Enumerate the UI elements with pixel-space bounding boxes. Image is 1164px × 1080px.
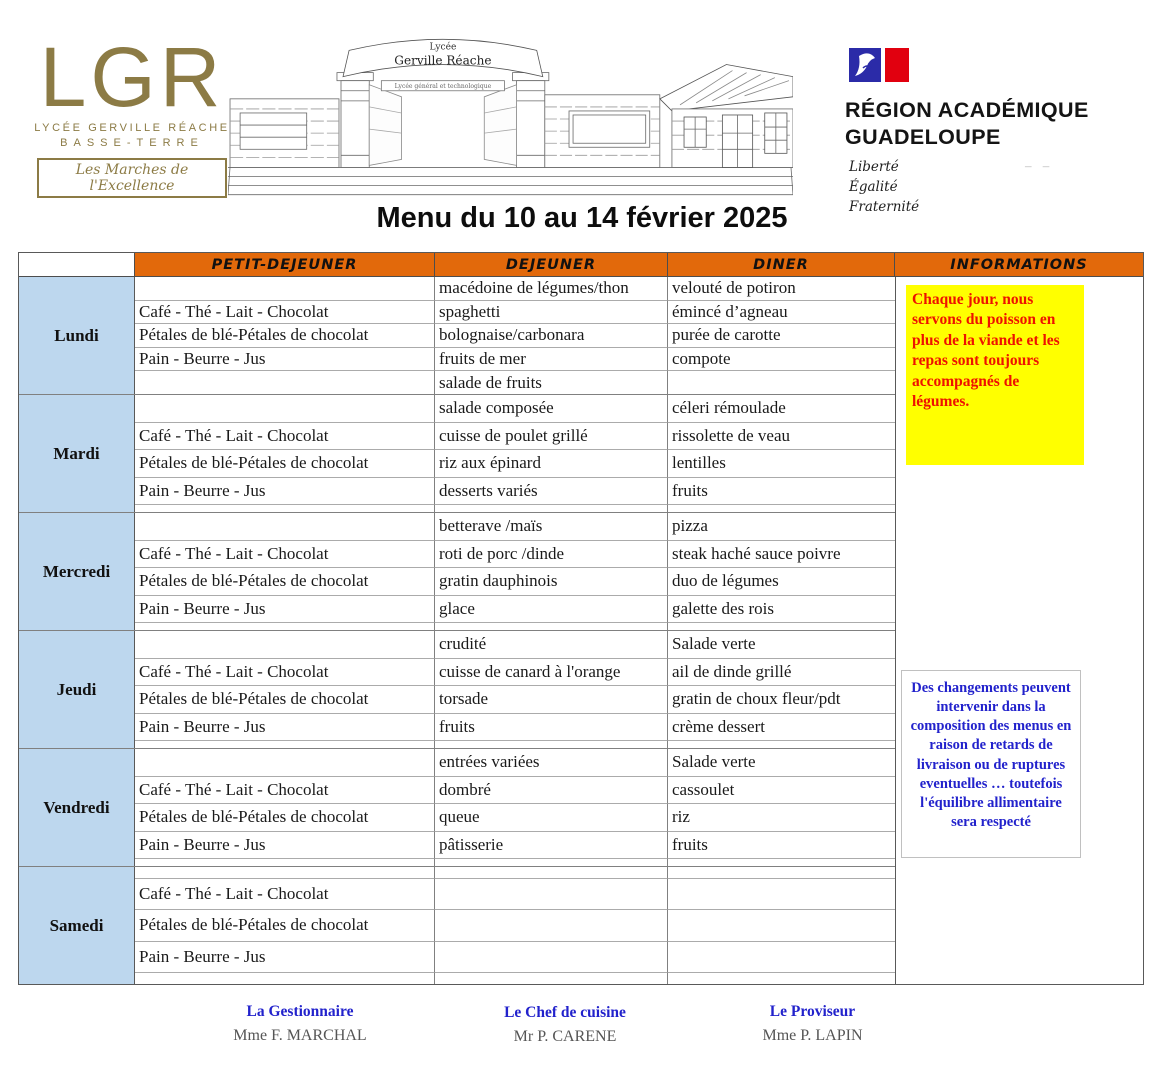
menu-cell-petit_dejeuner: Pain - Beurre - Jus bbox=[135, 478, 435, 506]
day-block-lundi bbox=[19, 277, 895, 395]
menu-cell-dejeuner: gratin dauphinois bbox=[435, 568, 668, 596]
menu-cell-dejeuner bbox=[435, 879, 668, 911]
region-academique-logo bbox=[845, 46, 1089, 218]
signature-chef bbox=[450, 1004, 680, 1046]
signature-gestionnaire bbox=[180, 1003, 420, 1045]
menu-cell-dejeuner: queue bbox=[435, 804, 668, 832]
lgr-logo bbox=[32, 30, 232, 198]
menu-cell-dejeuner: riz aux épinard bbox=[435, 450, 668, 478]
daily-note-box: Chaque jour, nous servons du poisson en plus de la viande et les repas sont toujours accompagnés de légumes. bbox=[906, 285, 1084, 465]
menu-cell-diner: fruits bbox=[668, 478, 895, 506]
faint-marks: – – bbox=[1025, 158, 1054, 173]
menu-cell-diner: Salade verte bbox=[668, 631, 895, 659]
day-block-mercredi bbox=[19, 513, 895, 631]
menu-cell-petit_dejeuner: Café - Thé - Lait - Chocolat bbox=[135, 423, 435, 451]
menu-cell-diner bbox=[668, 623, 895, 630]
menu-cell-dejeuner: cuisse de poulet grillé bbox=[435, 423, 668, 451]
academy-name-line2: GUADELOUPE bbox=[845, 124, 1001, 149]
page-title: Menu du 10 au 14 février 2025 bbox=[376, 202, 788, 234]
menu-cell-petit_dejeuner: Café - Thé - Lait - Chocolat bbox=[135, 659, 435, 687]
motto-egalite: Égalité bbox=[849, 179, 898, 195]
header-informations: INFORMATIONS bbox=[895, 253, 1143, 276]
menu-cell-diner bbox=[668, 942, 895, 974]
menu-cell-dejeuner: spaghetti bbox=[435, 301, 668, 325]
menu-cell-petit_dejeuner: Café - Thé - Lait - Chocolat bbox=[135, 777, 435, 805]
day-block-jeudi bbox=[19, 631, 895, 749]
menu-cell-petit_dejeuner bbox=[135, 973, 435, 984]
menu-cell-dejeuner bbox=[435, 910, 668, 942]
day-label: Mercredi bbox=[19, 513, 135, 630]
menu-cell-dejeuner: torsade bbox=[435, 686, 668, 714]
motto-liberte: Liberté bbox=[849, 158, 899, 175]
french-flag-marianne-icon bbox=[845, 46, 911, 86]
lgr-acronym: LGR bbox=[39, 30, 225, 124]
menu-cell-petit_dejeuner: Café - Thé - Lait - Chocolat bbox=[135, 879, 435, 911]
menu-cell-dejeuner: macédoine de légumes/thon bbox=[435, 277, 668, 301]
menu-cell-diner: fruits bbox=[668, 832, 895, 860]
signature-proviseur bbox=[700, 1003, 925, 1045]
menu-cell-petit_dejeuner: Pétales de blé-Pétales de chocolat bbox=[135, 324, 435, 348]
day-label: Samedi bbox=[19, 867, 135, 984]
menu-cell-petit_dejeuner bbox=[135, 867, 435, 879]
menu-cell-diner: duo de légumes bbox=[668, 568, 895, 596]
day-block-vendredi bbox=[19, 749, 895, 867]
menu-cell-petit_dejeuner bbox=[135, 631, 435, 659]
menu-cell-petit_dejeuner: Pain - Beurre - Jus bbox=[135, 596, 435, 624]
menu-cell-diner bbox=[668, 505, 895, 512]
menu-cell-petit_dejeuner: Pain - Beurre - Jus bbox=[135, 348, 435, 372]
menu-cell-diner bbox=[668, 741, 895, 748]
menu-cell-petit_dejeuner: Pain - Beurre - Jus bbox=[135, 714, 435, 742]
menu-cell-diner bbox=[668, 859, 895, 866]
menu-cell-petit_dejeuner bbox=[135, 623, 435, 630]
menu-days bbox=[19, 277, 895, 984]
menu-cell-dejeuner bbox=[435, 741, 668, 748]
svg-text:Gerville Réache: Gerville Réache bbox=[394, 53, 492, 68]
svg-text:Lycée: Lycée bbox=[429, 42, 457, 53]
menu-cell-diner: compote bbox=[668, 348, 895, 372]
menu-cell-petit_dejeuner: Pain - Beurre - Jus bbox=[135, 942, 435, 974]
header-day-blank bbox=[19, 253, 135, 276]
menu-cell-diner: purée de carotte bbox=[668, 324, 895, 348]
day-label: Jeudi bbox=[19, 631, 135, 748]
table-header-row bbox=[19, 253, 1143, 277]
menu-table bbox=[18, 252, 1144, 985]
menu-cell-petit_dejeuner: Café - Thé - Lait - Chocolat bbox=[135, 541, 435, 569]
day-label: Lundi bbox=[19, 277, 135, 394]
menu-cell-petit_dejeuner: Pétales de blé-Pétales de chocolat bbox=[135, 910, 435, 942]
menu-cell-petit_dejeuner bbox=[135, 749, 435, 777]
lgr-city: BASSE-TERRE bbox=[60, 136, 204, 149]
menu-cell-diner bbox=[668, 867, 895, 879]
motto-fraternite: Fraternité bbox=[849, 199, 920, 216]
menu-cell-dejeuner bbox=[435, 505, 668, 512]
signature-role: La Gestionnaire bbox=[246, 1003, 354, 1020]
menu-cell-diner: céleri rémoulade bbox=[668, 395, 895, 423]
menu-cell-petit_dejeuner bbox=[135, 513, 435, 541]
menu-cell-diner: gratin de choux fleur/pdt bbox=[668, 686, 895, 714]
menu-cell-dejeuner: pâtisserie bbox=[435, 832, 668, 860]
menu-cell-petit_dejeuner: Pétales de blé-Pétales de chocolat bbox=[135, 804, 435, 832]
menu-cell-diner: galette des rois bbox=[668, 596, 895, 624]
menu-cell-petit_dejeuner: Pétales de blé-Pétales de chocolat bbox=[135, 568, 435, 596]
menu-cell-petit_dejeuner bbox=[135, 505, 435, 512]
menu-cell-petit_dejeuner: Pétales de blé-Pétales de chocolat bbox=[135, 686, 435, 714]
menu-cell-dejeuner: salade de fruits bbox=[435, 371, 668, 394]
menu-cell-dejeuner: desserts variés bbox=[435, 478, 668, 506]
menu-cell-dejeuner bbox=[435, 623, 668, 630]
changes-note-box: Des changements peuvent intervenir dans la composition des menus en raison de retards de livraison ou de ruptures eventuelles … toutefois l'équilibre allimentaire sera respecté bbox=[901, 670, 1081, 858]
menu-cell-dejeuner: glace bbox=[435, 596, 668, 624]
signature-role: Le Proviseur bbox=[769, 1003, 856, 1020]
menu-cell-diner: riz bbox=[668, 804, 895, 832]
header-dejeuner: DEJEUNER bbox=[435, 253, 668, 276]
menu-cell-petit_dejeuner bbox=[135, 371, 435, 394]
menu-cell-petit_dejeuner bbox=[135, 277, 435, 301]
header-petit-dejeuner: PETIT-DEJEUNER bbox=[135, 253, 435, 276]
menu-cell-dejeuner bbox=[435, 942, 668, 974]
informations-column bbox=[895, 277, 1143, 984]
menu-cell-diner: émincé d’agneau bbox=[668, 301, 895, 325]
menu-cell-diner: ail de dinde grillé bbox=[668, 659, 895, 687]
menu-cell-diner bbox=[668, 910, 895, 942]
menu-cell-dejeuner: bolognaise/carbonara bbox=[435, 324, 668, 348]
menu-cell-petit_dejeuner: Pain - Beurre - Jus bbox=[135, 832, 435, 860]
menu-cell-diner: crème dessert bbox=[668, 714, 895, 742]
day-block-samedi bbox=[19, 867, 895, 984]
signature-name: Mr P. CARENE bbox=[513, 1028, 617, 1045]
table-body bbox=[19, 277, 1143, 984]
menu-cell-dejeuner: salade composée bbox=[435, 395, 668, 423]
menu-cell-diner bbox=[668, 879, 895, 911]
day-label: Vendredi bbox=[19, 749, 135, 866]
lgr-school-name: LYCÉE GERVILLE RÉACHE bbox=[34, 121, 230, 134]
lgr-motto-banner: Les Marches de l'Excellence bbox=[37, 158, 227, 198]
menu-cell-dejeuner: roti de porc /dinde bbox=[435, 541, 668, 569]
academy-name-line1: RÉGION ACADÉMIQUE bbox=[845, 98, 1089, 122]
menu-cell-diner: Salade verte bbox=[668, 749, 895, 777]
menu-cell-diner: velouté de potiron bbox=[668, 277, 895, 301]
menu-cell-dejeuner: fruits de mer bbox=[435, 348, 668, 372]
menu-cell-dejeuner: dombré bbox=[435, 777, 668, 805]
signature-role: Le Chef de cuisine bbox=[504, 1004, 626, 1021]
menu-cell-dejeuner: cuisse de canard à l'orange bbox=[435, 659, 668, 687]
menu-cell-diner: pizza bbox=[668, 513, 895, 541]
signature-name: Mme F. MARCHAL bbox=[233, 1027, 367, 1044]
menu-cell-dejeuner bbox=[435, 859, 668, 866]
menu-cell-diner: steak haché sauce poivre bbox=[668, 541, 895, 569]
menu-cell-diner: lentilles bbox=[668, 450, 895, 478]
day-label: Mardi bbox=[19, 395, 135, 512]
menu-cell-dejeuner bbox=[435, 867, 668, 879]
menu-cell-dejeuner: fruits bbox=[435, 714, 668, 742]
menu-cell-diner bbox=[668, 973, 895, 984]
menu-cell-dejeuner: crudité bbox=[435, 631, 668, 659]
menu-cell-petit_dejeuner bbox=[135, 395, 435, 423]
menu-cell-dejeuner: betterave /maïs bbox=[435, 513, 668, 541]
menu-cell-diner: rissolette de veau bbox=[668, 423, 895, 451]
school-building-drawing bbox=[228, 36, 793, 198]
menu-cell-diner: cassoulet bbox=[668, 777, 895, 805]
menu-cell-diner bbox=[668, 371, 895, 394]
svg-text:Lycée général et technologique: Lycée général et technologique bbox=[394, 83, 492, 91]
menu-cell-dejeuner: entrées variées bbox=[435, 749, 668, 777]
header-diner: DINER bbox=[668, 253, 895, 276]
menu-cell-petit_dejeuner bbox=[135, 741, 435, 748]
menu-cell-petit_dejeuner: Pétales de blé-Pétales de chocolat bbox=[135, 450, 435, 478]
academy-name bbox=[845, 97, 1089, 151]
menu-cell-dejeuner bbox=[435, 973, 668, 984]
day-block-mardi bbox=[19, 395, 895, 513]
menu-cell-petit_dejeuner bbox=[135, 859, 435, 866]
signature-name: Mme P. LAPIN bbox=[762, 1027, 863, 1044]
menu-cell-petit_dejeuner: Café - Thé - Lait - Chocolat bbox=[135, 301, 435, 325]
